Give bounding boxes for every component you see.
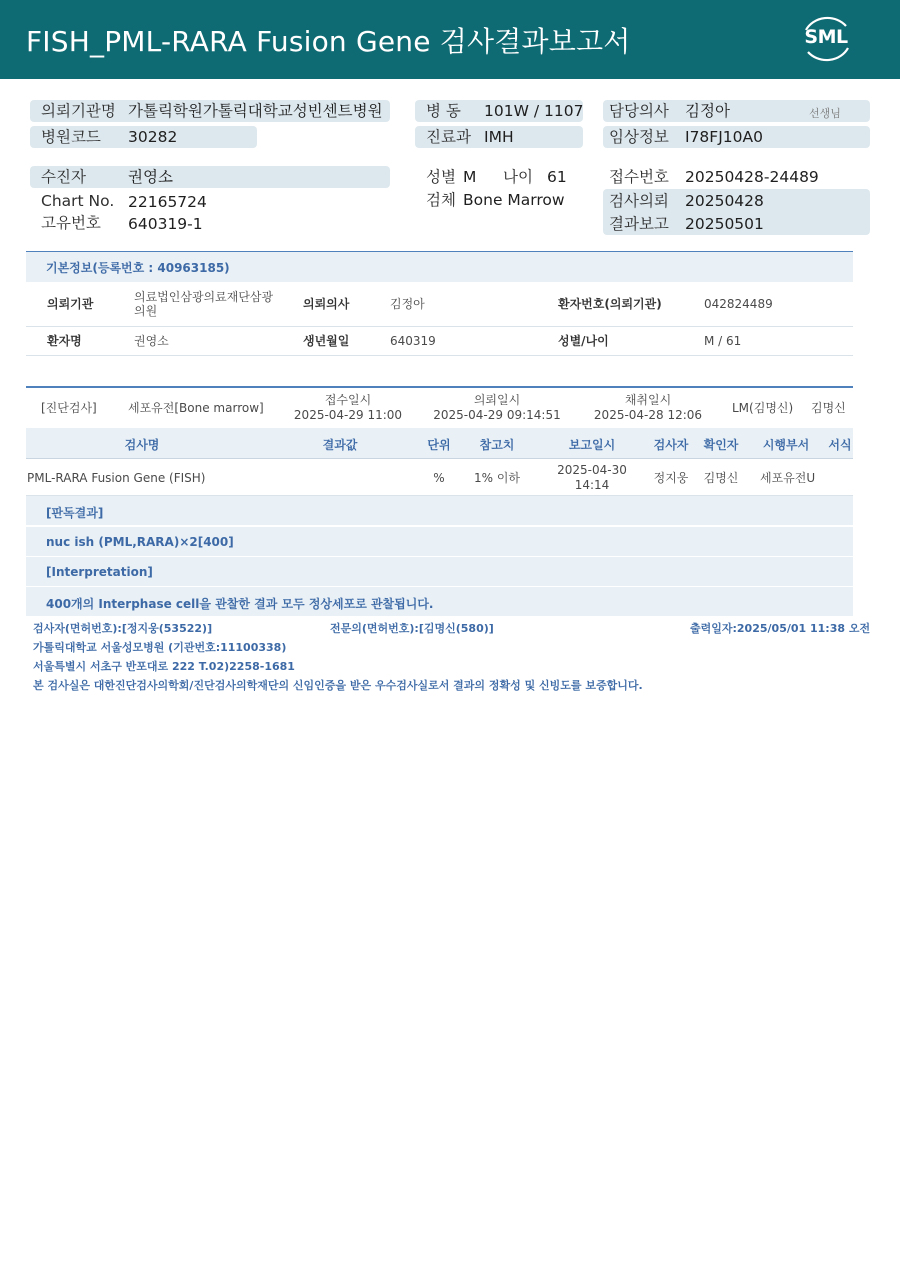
chart-label: Chart No. <box>41 192 115 210</box>
patient-id-label: 환자번호(의뢰기관) <box>558 297 662 311</box>
basic-info-heading: 기본정보(등록번호 : 40963185) <box>46 261 230 275</box>
col-confirmer: 확인자 <box>703 438 739 452</box>
col-ref: 참고치 <box>479 438 515 452</box>
row-test-name: PML-RARA Fusion Gene (FISH) <box>27 471 206 485</box>
chart-value: 22165724 <box>128 193 207 211</box>
receipt-label: 접수번호 <box>609 168 669 186</box>
patient-name-label: 환자명 <box>47 334 82 348</box>
col-unit: 단위 <box>427 438 451 452</box>
footer-tester: 검사자(면허번호):[정지웅(53522)] <box>33 622 213 635</box>
sex-value: M <box>463 168 477 186</box>
ward-label: 병 동 <box>426 102 461 120</box>
row-dept: 세포유전U <box>760 471 816 485</box>
req-org-label-2: 의뢰기관 <box>47 297 94 311</box>
dob-value: 640319 <box>390 334 436 348</box>
patient-value: 권영소 <box>128 168 173 186</box>
row-report-time: 14:14 <box>574 478 610 492</box>
req-doctor-value: 김정아 <box>390 297 425 311</box>
footer-address: 서울특별시 서초구 반포대로 222 T.02)2258-1681 <box>33 660 295 673</box>
age-value: 61 <box>547 168 567 186</box>
specimen-label: 검체 <box>426 191 456 209</box>
dob-label: 생년월일 <box>303 334 350 348</box>
col-test-name: 검사명 <box>124 438 160 452</box>
sml-logo <box>798 12 854 66</box>
collect-datetime-label: 채취일시 <box>624 393 672 407</box>
footer-specialist: 전문의(면허번호):[김명신(580)] <box>330 622 494 635</box>
req-org-value-2: 의료법인삼광의료재단삼광의원 <box>134 290 274 318</box>
patient-id-value: 042824489 <box>704 297 773 311</box>
result-value: 20250501 <box>685 215 764 233</box>
footer-printed: 출력일자:2025/05/01 11:38 오전 <box>690 622 871 635</box>
interp-text: 400개의 Interphase cell을 관찰한 결과 모두 정상세포로 관찰됩니다. <box>46 597 434 611</box>
patient-label: 수진자 <box>41 168 86 186</box>
clinical-value: I78FJ10A0 <box>685 128 763 146</box>
patient-name-value: 권영소 <box>134 334 169 348</box>
sex-age-label: 성별/나이 <box>558 334 609 348</box>
report-title: FISH_PML-RARA Fusion Gene 검사결과보고서 <box>26 25 631 58</box>
test-req-label: 검사의뢰 <box>609 192 669 210</box>
interp-row-3 <box>26 557 853 587</box>
col-report-date: 보고일시 <box>568 438 616 452</box>
ward-value: 101W / 1107 <box>484 102 584 120</box>
sex-age-value: M / 61 <box>704 334 742 348</box>
test-req-value: 20250428 <box>685 192 764 210</box>
doctor-value: 김정아 <box>685 102 730 120</box>
col-dept: 시행부서 <box>762 438 810 452</box>
result-label: 결과보고 <box>609 215 669 233</box>
col-result: 결과값 <box>322 438 358 452</box>
col-form: 서식 <box>828 438 852 452</box>
dept-label: 진료과 <box>426 128 471 146</box>
uid-value: 640319-1 <box>128 215 203 233</box>
request-datetime-value: 2025-04-29 09:14:51 <box>433 408 561 422</box>
doctor-suffix: 선생님 <box>809 107 841 120</box>
confirmer-name: 김명신 <box>811 401 846 415</box>
interp-row-4 <box>26 587 853 617</box>
divider <box>26 355 853 356</box>
row-unit: % <box>433 471 445 485</box>
req-org-label: 의뢰기관명 <box>41 102 116 120</box>
uid-label: 고유번호 <box>41 214 101 232</box>
hosp-code-value: 30282 <box>128 128 178 146</box>
diag-section: 세포유전[Bone marrow] <box>128 401 264 415</box>
interp-row-2 <box>26 527 853 557</box>
interp-karyotype: nuc ish (PML,RARA)×2[400] <box>46 535 234 549</box>
interp-en-heading: [Interpretation] <box>46 565 153 579</box>
footer-hospital: 가톨릭대학교 서울성모병원 (기관번호:11100338) <box>33 641 287 654</box>
col-tester: 검사자 <box>653 438 689 452</box>
report-header <box>0 0 900 79</box>
diag-type: [진단검사] <box>41 401 97 415</box>
req-org-value: 가톨릭학원가톨릭대학교성빈센트병원 <box>128 102 383 120</box>
row-report-date: 2025-04-30 <box>557 463 627 477</box>
doctor-label: 담당의사 <box>609 102 669 120</box>
interp-row-1 <box>26 496 853 526</box>
row-confirmer: 김명신 <box>703 471 739 485</box>
basic-info-header <box>26 251 853 282</box>
lm-name: LM(김명신) <box>732 401 794 415</box>
receipt-value: 20250428-24489 <box>685 168 819 186</box>
receipt-datetime-label: 접수일시 <box>324 393 372 407</box>
age-label: 나이 <box>503 168 533 186</box>
sex-label: 성별 <box>426 168 456 186</box>
interp-heading: [판독결과] <box>46 506 104 520</box>
footer-certification: 본 검사실은 대한진단검사의학회/진단검사의학재단의 신임인증을 받은 우수검사실로서 결과의 정확성 및 신빙도를 보증합니다. <box>33 679 643 692</box>
specimen-value: Bone Marrow <box>463 191 565 209</box>
row-ref: 1% 이하 <box>473 471 521 485</box>
request-datetime-label: 의뢰일시 <box>473 393 521 407</box>
receipt-datetime-value: 2025-04-29 11:00 <box>293 408 403 422</box>
logo-text: SML <box>804 26 848 48</box>
clinical-label: 임상정보 <box>609 128 669 146</box>
hosp-code-label: 병원코드 <box>41 128 101 146</box>
req-doctor-label: 의뢰의사 <box>303 297 350 311</box>
row-tester: 정지웅 <box>653 471 689 485</box>
diag-top-border <box>26 386 853 388</box>
dept-value: IMH <box>484 128 514 146</box>
divider <box>26 326 853 327</box>
collect-datetime-value: 2025-04-28 12:06 <box>593 408 703 422</box>
